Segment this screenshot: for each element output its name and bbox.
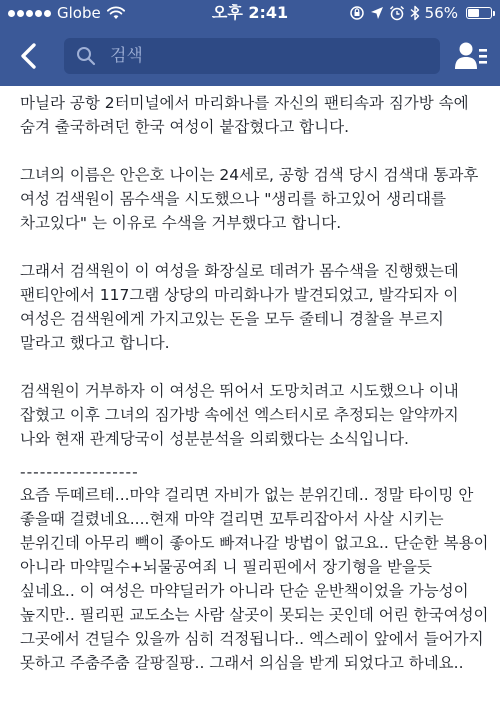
post-comment: 요즘 두떼르테...마약 걸리면 자비가 없는 분위긴데.. 정말 타이밍 안 좋을때 걸렸네요....현재 마약 걸리면 꼬투리잡아서 사살 시키는 분위긴데 아무리 빽이 좋아도 빠져나갈 방법이 없고요.. 단순한 복용이 아니라 마약밀수+뇌물공여죄 니 필리핀에서 장기형을 받을듯 싶네요.. 이 여성은 마약딜러가 아니라 단순 운반책이었을 가능성이 높지만.. 필리핀 교도소는 사람 살곳이 못되는 곳인데 어린 한국여성이 그곳에서 견딜수 있을까 심히 걱정됩니다.. 엑스레이 앞에서 들어가지 못하고 주춤주춤 갈팡질팡.. 그래서 의심을 받게 되었다고 하네요.. [20,486,489,672]
search-icon [76,46,96,66]
text-divider: ------------------ [20,463,139,481]
carrier-name: Globe [57,4,101,22]
post-paragraph: 검색원이 거부하자 이 여성은 뛰어서 도망치려고 시도했으나 이내 잡혔고 이후 그녀의 짐가방 속에선 엑스터시로 추정되는 알약까지 나와 현재 관계당국이 성분분석을 의뢰했다는 소식입니다. [20,382,459,448]
status-bar [0,0,500,26]
battery-icon [466,7,492,19]
post-paragraph: 그래서 검색원이 이 여성을 화장실로 데려가 몸수색을 진행했는데 팬티안에서 117그램 상당의 마리화나가 발견되었고, 발각되자 이 여성은 검색원에게 가지고있는 돈을 모두 줄테니 경찰을 부르지 말라고 했다고 합니다. [20,262,459,352]
search-bar[interactable] [64,38,440,74]
battery-level-fill [468,9,479,17]
location-arrow-icon [370,6,384,20]
orientation-lock-icon [349,5,365,21]
post-paragraph: 그녀의 이름은 안은호 나이는 24세로, 공항 검색 당시 검색대 통과후 여성 검색원이 몸수색을 시도했으나 "생리를 하고있어 생리대를 차고있다" 는 이유로 수색을 거부했다고 합니다. [20,166,479,232]
bluetooth-icon [410,5,420,21]
post-paragraph: 마닐라 공항 2터미널에서 마리화나를 자신의 팬티속과 짐가방 속에 숨겨 출국하려던 한국 여성이 붙잡혔다고 합니다. [20,94,469,136]
post-content [0,86,500,703]
search-input[interactable] [108,45,412,67]
battery-percent: 56% [424,4,458,22]
status-time: 오후 2:41 [211,3,289,22]
top-bar [0,0,500,86]
alarm-clock-icon [389,5,405,21]
friend-requests-icon[interactable] [454,40,488,72]
status-right [349,0,492,26]
back-chevron-icon[interactable] [14,40,46,72]
navigation-bar [0,26,500,86]
